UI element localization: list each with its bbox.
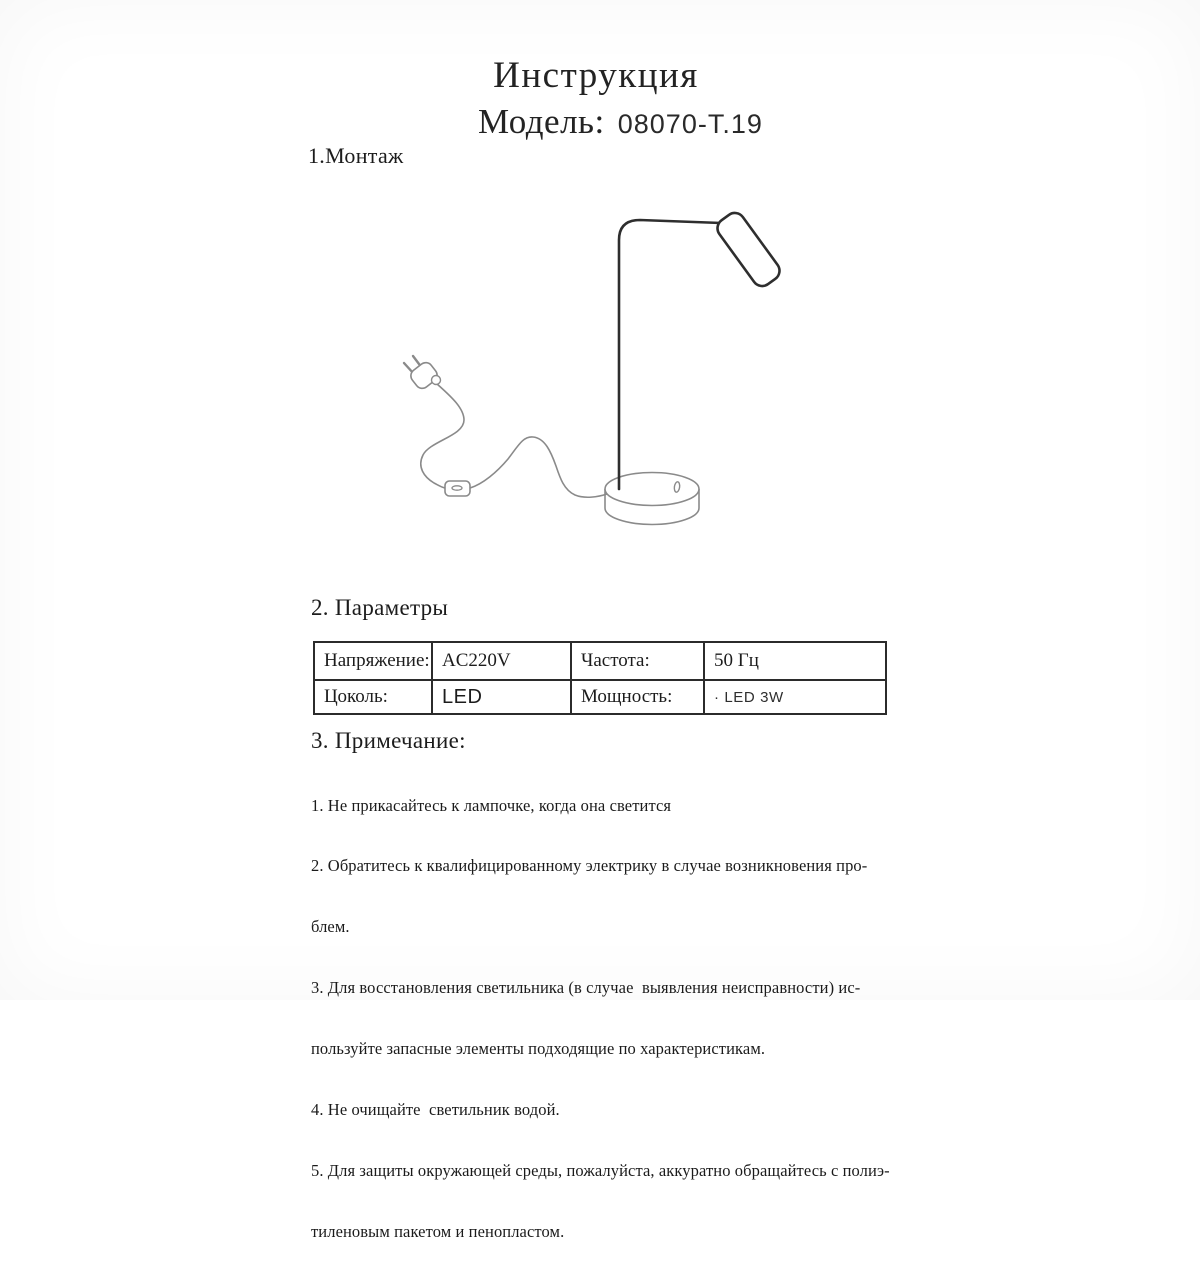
note-line: 2. Обратитесь к квалифицированному электрику в случае возникновения про- <box>311 856 868 876</box>
note-line: блем. <box>311 917 350 937</box>
power-cord <box>470 437 607 497</box>
inline-switch <box>445 481 470 496</box>
section-heading-montage: 1.Монтаж <box>308 143 404 168</box>
param-value-frequency: 50 Гц <box>705 643 885 681</box>
param-value-voltage: AC220V <box>433 643 572 681</box>
param-label-frequency: Частота: <box>572 643 705 681</box>
param-value-power: · LED 3W <box>714 688 784 706</box>
model-label: Модель: <box>478 102 605 141</box>
lamp-pole <box>619 220 721 489</box>
page-title: Инструкция <box>493 55 699 96</box>
param-label-socket: Цоколь: <box>315 681 433 713</box>
note-line: пользуйте запасные элементы подходящие по характеристикам. <box>311 1039 766 1059</box>
note-line: 3. Для восстановления светильника (в случае выявления неисправности) ис- <box>311 978 861 998</box>
param-value-socket: LED <box>433 681 572 713</box>
section-heading-notes: 3. Примечание: <box>311 728 466 753</box>
power-plug <box>404 356 441 391</box>
note-line: 1. Не прикасайтесь к лампочке, когда она светится <box>311 795 672 815</box>
notes-list <box>311 755 890 1283</box>
parameters-table <box>313 641 887 715</box>
param-label-voltage: Напряжение: <box>315 643 433 681</box>
section-heading-parameters: 2. Параметры <box>311 595 449 620</box>
note-line: тиленовым пакетом и пенопластом. <box>311 1221 565 1241</box>
param-label-power: Мощность: <box>572 681 705 713</box>
power-cord <box>421 383 464 488</box>
model-number: 08070-T.19 <box>617 109 763 139</box>
note-line: 5. Для защиты окружающей среды, пожалуйста, аккуратно обращайтесь с полиэ- <box>311 1160 890 1180</box>
lamp-head <box>714 209 784 290</box>
note-line: 4. Не очищайте светильник водой. <box>311 1100 560 1120</box>
